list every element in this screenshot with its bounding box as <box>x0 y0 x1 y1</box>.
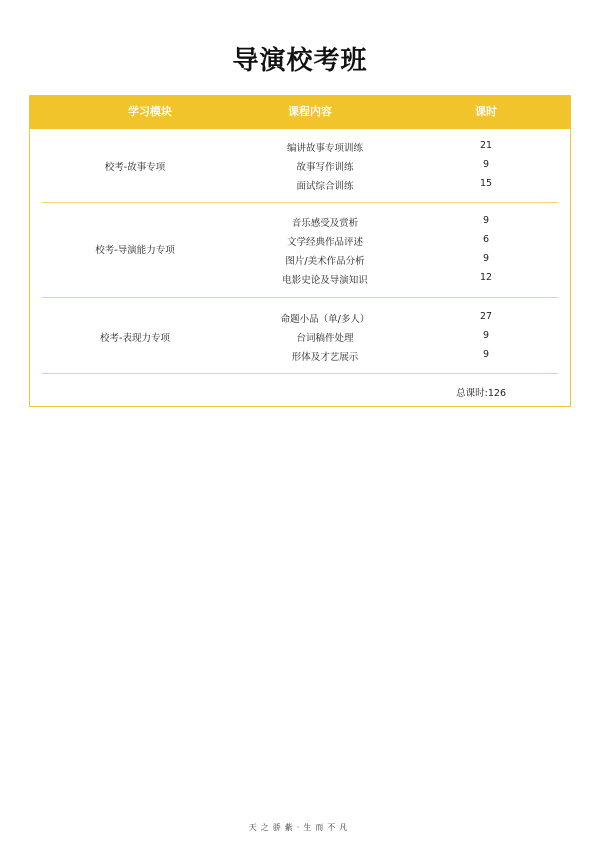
module-label: 校考-故事专项 <box>104 162 166 173</box>
table-header <box>30 96 570 129</box>
course-name: 音乐感受及赏析 <box>291 218 359 229</box>
course-hours: 6 <box>482 234 490 245</box>
module-label: 校考-导演能力专项 <box>95 245 175 256</box>
course-hours: 9 <box>482 215 490 226</box>
table-row <box>42 253 558 272</box>
table-group <box>42 203 558 298</box>
module-label: 校考-表现力专项 <box>100 333 170 344</box>
course-name: 台词稿件处理 <box>296 333 354 344</box>
course-name: 命题小品（单/多人） <box>280 314 370 325</box>
course-hours: 12 <box>479 272 493 283</box>
course-name: 面试综合训练 <box>296 181 354 192</box>
header-course: 课程内容 <box>288 105 332 118</box>
table-group <box>42 298 558 374</box>
table-row <box>42 178 558 197</box>
table-row <box>42 330 558 349</box>
total-hours: 总课时:126 <box>456 388 506 399</box>
header-hours: 课时 <box>475 105 497 118</box>
page-title: 导演校考班 <box>232 46 368 76</box>
table-row <box>42 349 558 368</box>
course-name: 故事写作训练 <box>296 162 354 173</box>
course-hours: 9 <box>482 330 490 341</box>
course-name: 电影史论及导演知识 <box>282 275 368 286</box>
table-row <box>42 215 558 234</box>
group-divider <box>42 373 558 374</box>
footer-slogan: 天之骄紫·生而不凡 <box>248 823 352 832</box>
table-row <box>42 159 558 178</box>
course-hours: 21 <box>479 140 493 151</box>
course-name: 文学经典作品评述 <box>286 237 363 248</box>
course-name: 图片/美术作品分析 <box>285 256 365 267</box>
course-hours: 27 <box>479 311 493 322</box>
course-name: 形体及才艺展示 <box>291 352 359 363</box>
table-group <box>42 129 558 203</box>
table-row <box>42 272 558 291</box>
course-name: 编讲故事专项训练 <box>286 143 363 154</box>
course-table <box>29 95 571 407</box>
course-hours: 9 <box>482 159 490 170</box>
table-row <box>42 311 558 330</box>
course-hours: 15 <box>479 178 493 189</box>
table-row <box>42 234 558 253</box>
table-row <box>42 140 558 159</box>
course-hours: 9 <box>482 253 490 264</box>
course-hours: 9 <box>482 349 490 360</box>
header-module: 学习模块 <box>128 105 172 118</box>
